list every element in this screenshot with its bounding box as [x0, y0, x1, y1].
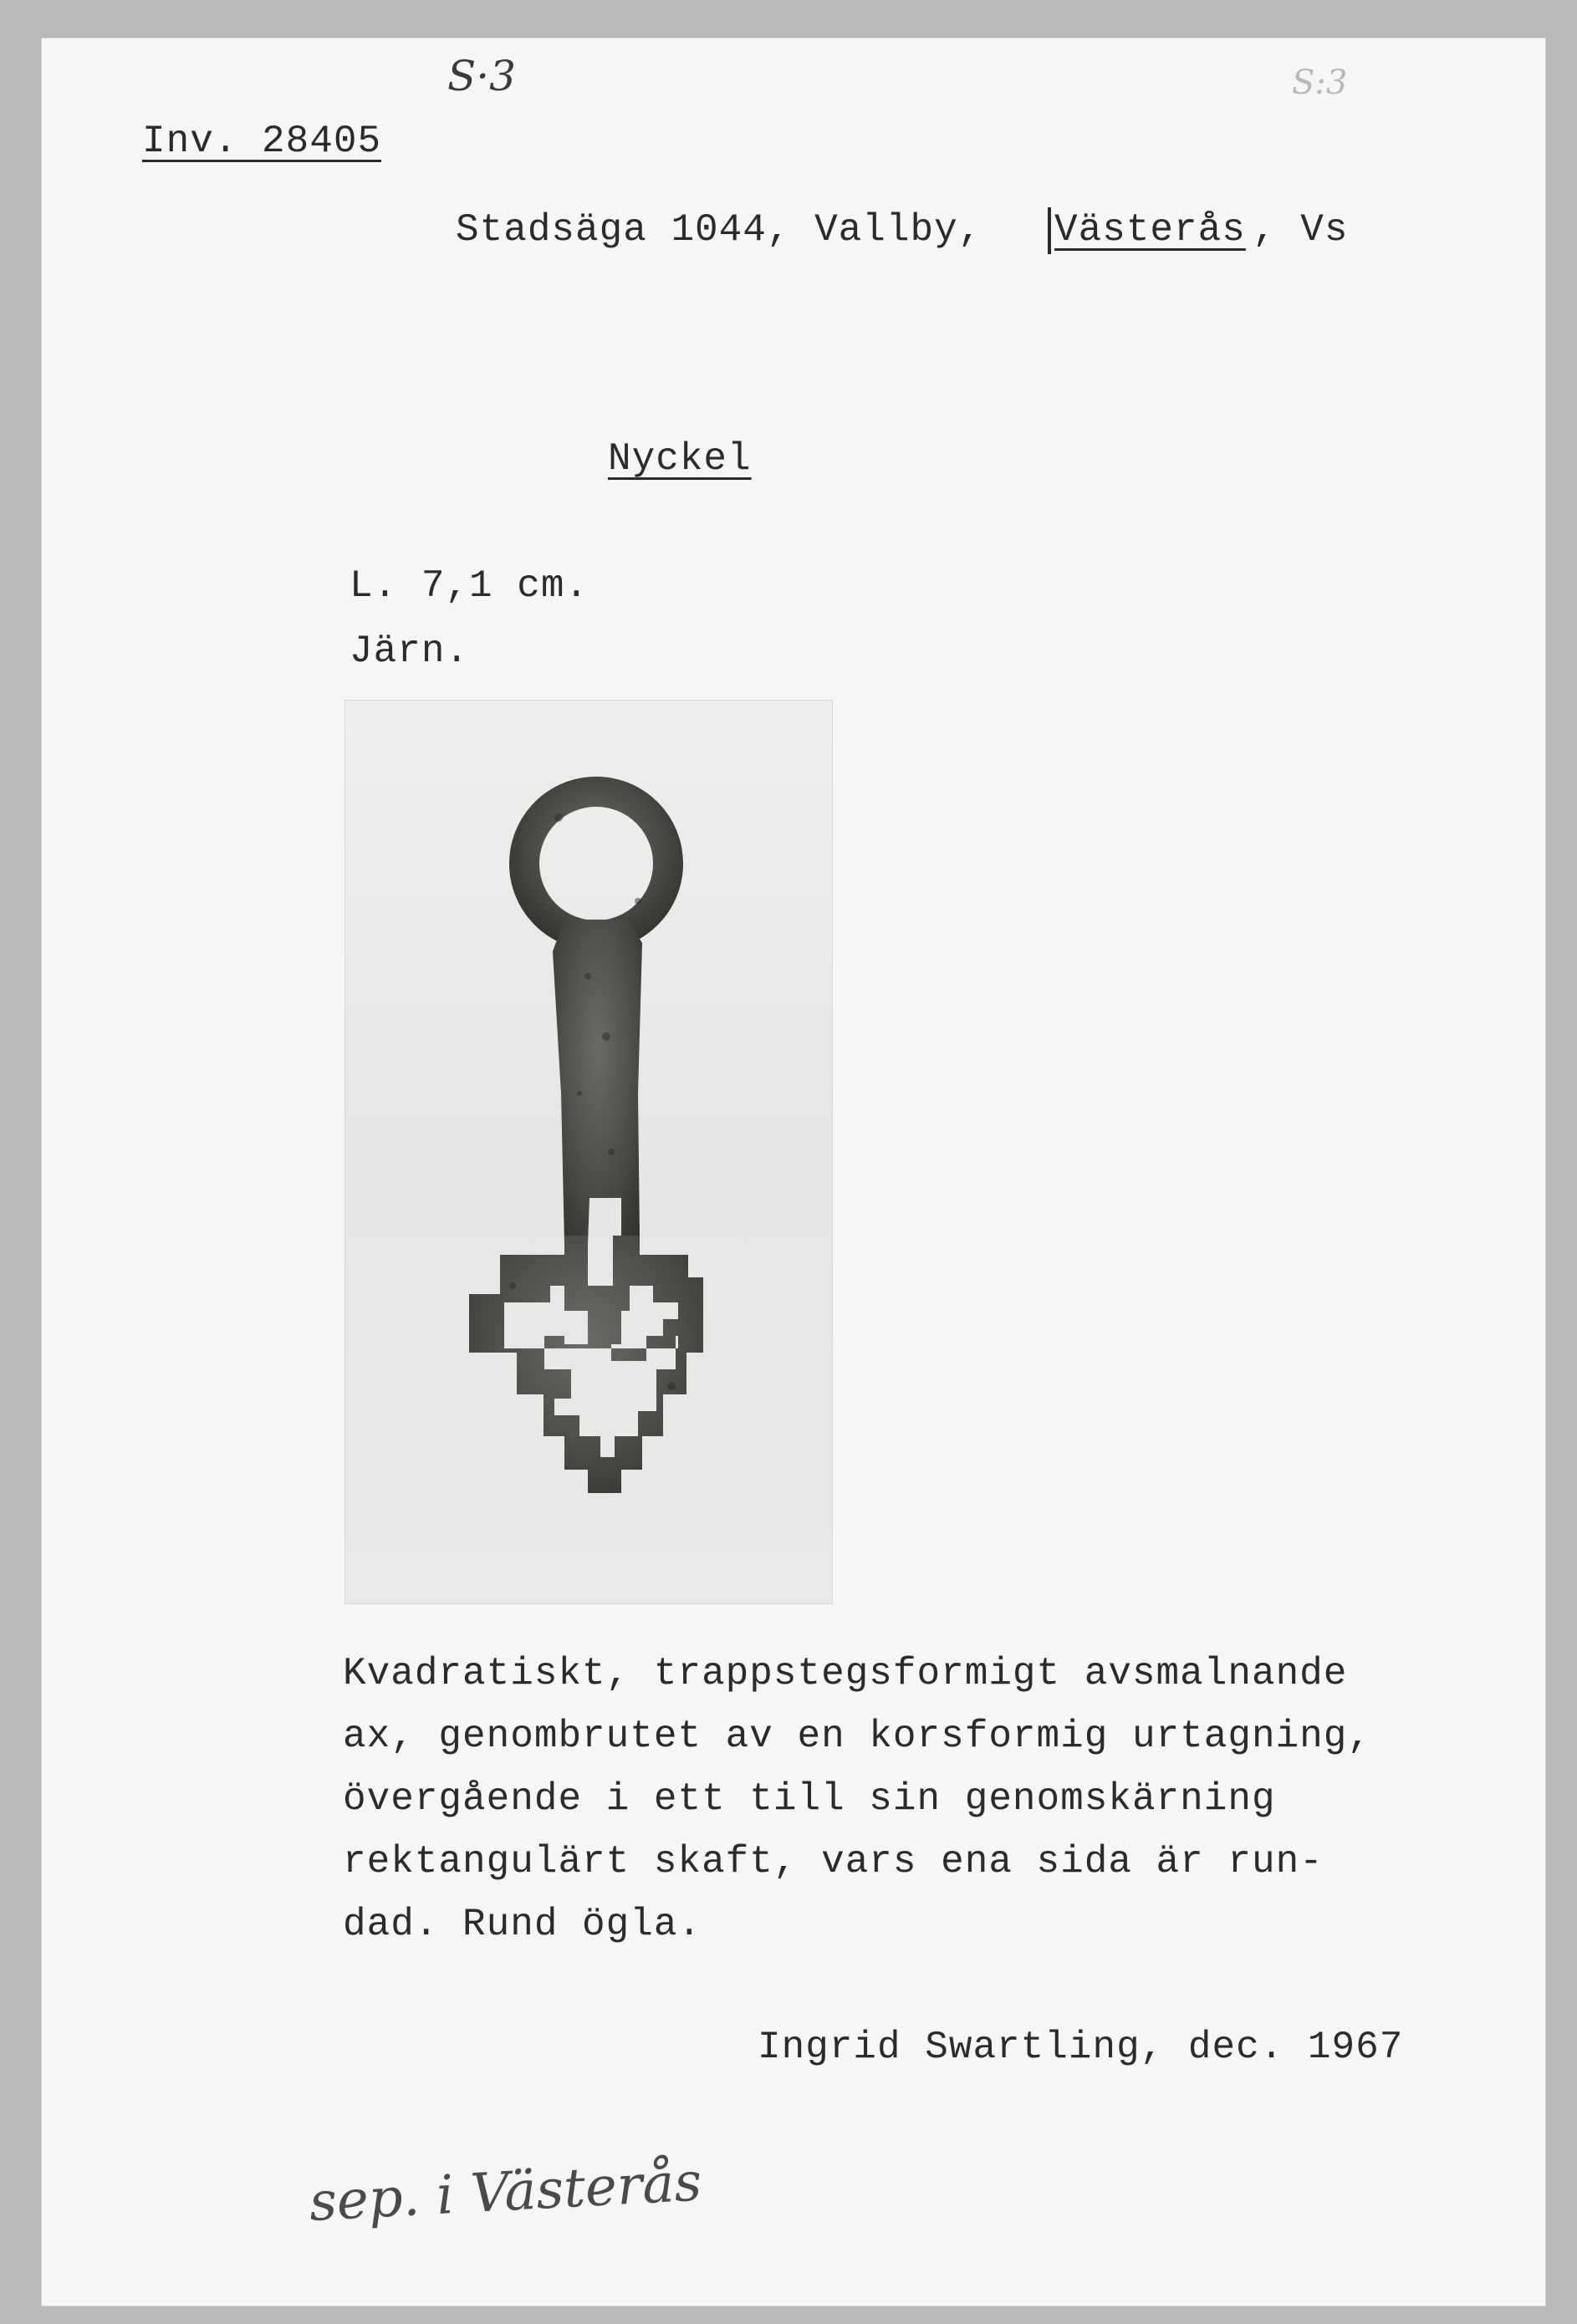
object-material: Järn. [350, 629, 470, 673]
location-suffix: , Vs [1253, 208, 1349, 252]
description-line: Kvadratiskt, trappstegsformigt avsmalnande [343, 1652, 1348, 1695]
description-line: dad. Rund ögla. [343, 1903, 702, 1946]
handwritten-top-number: S·3 [447, 52, 516, 100]
object-title: Nyckel [608, 437, 752, 481]
description-line: övergående i ett till sin genomskärning [343, 1777, 1276, 1821]
key-bit [469, 1236, 703, 1493]
location-city: Västerås [1054, 208, 1246, 252]
location-bracket-mark [1048, 207, 1051, 254]
location-prefix: Stadsäga 1044, Vallby, [456, 208, 982, 252]
key-ring [524, 792, 668, 935]
key-shaft [553, 920, 642, 1244]
description-line: ax, genombrutet av en korsformig urtagning, [343, 1715, 1371, 1758]
key-photograph [345, 701, 832, 1603]
object-description [343, 1643, 1371, 1956]
author-signature: Ingrid Swartling, dec. 1967 [758, 2026, 1404, 2069]
iron-key-icon [345, 701, 832, 1603]
object-length: L. 7,1 cm. [350, 564, 589, 608]
handwritten-note: sep. i Västerås [308, 2151, 704, 2234]
inventory-number: Inv. 28405 [142, 120, 382, 163]
handwritten-corner-number: S:3 [1292, 64, 1348, 102]
description-line: rektangulärt skaft, vars ena sida är run- [343, 1840, 1324, 1883]
